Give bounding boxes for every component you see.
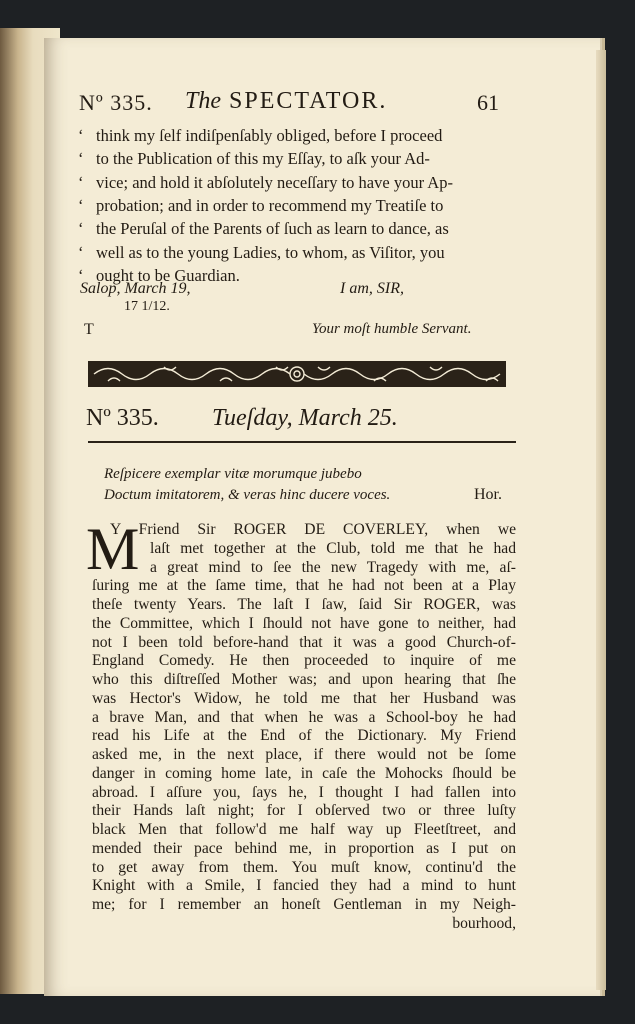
letter-line-text: probation; and in order to recommend my Treatiſe to: [96, 195, 444, 215]
quote-mark: ‘: [78, 195, 84, 215]
body-line: theſe twenty Years. The laſt I ſaw, ſaid Sir ROGER, was: [92, 596, 516, 613]
body-line: who this diſtreſſed Mother was; and upon hearing that ſhe: [92, 671, 516, 688]
header-number: Nº 335.: [79, 90, 153, 115]
ornament-scroll-icon: [88, 361, 506, 387]
page-number: 61: [477, 90, 499, 115]
page-edge: [596, 50, 606, 990]
quote-mark: ‘: [78, 149, 84, 169]
body-line: read his Life at the End of the Dictionary. My Friend: [92, 727, 516, 745]
issue-number: Nº 335.: [86, 405, 159, 431]
body-line: England Comedy. He then proceeded to inquire of me: [92, 652, 516, 670]
body-line: me; for I remember an honeſt Gentleman in my Neigh-: [92, 896, 516, 913]
body-line: danger in coming home late, in caſe the Mohocks ſhould be: [92, 764, 516, 782]
author-initial: T: [84, 321, 94, 338]
letter-line: [78, 217, 449, 240]
body-line: bourhood,: [452, 914, 516, 932]
heading-rule: [88, 441, 516, 443]
printers-ornament: [88, 361, 506, 387]
body-line: a great mind to ſee the new Tragedy with me, aſ-: [150, 558, 516, 576]
letter-line-text: the Peruſal of the Parents of ſuch as learn to dance, as: [96, 219, 449, 239]
body-line: a brave Man, and that when he was a School-boy he had: [92, 708, 516, 726]
body-line: to get away from them. You muſt know, continu'd the: [92, 858, 516, 876]
quote-mark: ‘: [78, 242, 84, 262]
motto-line-2: Doctum imitatorem, & veras hinc ducere voces.: [104, 487, 391, 503]
quote-mark: ‘: [78, 172, 84, 192]
body-line: Knight with a Smile, I fancied they had a mind to hunt: [92, 877, 516, 895]
signoff-place-date: Salop, March 19,: [80, 280, 191, 297]
letter-line-text: vice; and hold it abſolutely neceſſary to have your Ap-: [96, 172, 453, 192]
quote-mark: ‘: [78, 219, 84, 239]
header-title-the: The: [185, 88, 221, 114]
issue-date: Tueſday, March 25.: [212, 405, 398, 431]
body-line: their Hands laſt night; for I obſerved two or three luſty: [92, 802, 516, 820]
body-line: Y Friend Sir ROGER DE COVERLEY, when we: [110, 521, 516, 538]
body-line: mended their pace behind me, in proportion as I put on: [92, 839, 516, 857]
body-line: abroad. I aſſure you, ſays he, I thought I had fallen into: [92, 783, 516, 801]
signoff-closing: I am, SIR,: [340, 280, 404, 297]
letter-line-text: to the Publication of this my Eſſay, to aſk your Ad-: [96, 149, 430, 169]
body-line: the Committee, which I ſhould not have gone to neither, had: [92, 614, 516, 632]
signoff-signature: Your moſt humble Servant.: [312, 321, 472, 337]
body-line: black Men that follow'd me half way up Fleetſtreet, and: [92, 821, 516, 838]
motto-line-1: Reſpicere exemplar vitæ morumque jubebo: [104, 466, 362, 482]
motto-source: Hor.: [474, 486, 502, 503]
body-line: laſt met together at the Club, told me that he had: [150, 539, 516, 557]
letter-line: [78, 241, 445, 264]
body-line: ſuring me at the ſame time, that he had not been at a Play: [92, 577, 516, 595]
header-title: [185, 88, 387, 115]
quote-mark: ‘: [78, 265, 84, 285]
signoff-year: 17 1/12.: [124, 299, 170, 314]
drop-cap: M: [86, 516, 140, 582]
letter-line-text: well as to the young Ladies, to whom, as Viſitor, you: [96, 242, 445, 262]
quote-mark: ‘: [78, 126, 84, 145]
letter-line-text: ought to be Guardian.: [96, 265, 240, 285]
letter-line: [78, 194, 443, 217]
header-title-rest: SPECTATOR.: [229, 88, 388, 114]
body-line: asked me, in the next place, if there would not be ſome: [92, 746, 516, 763]
letter-line: [78, 147, 430, 170]
issue-heading: [86, 405, 398, 432]
body-line: was Hector's Widow, he told me that her Husband was: [92, 689, 516, 707]
letter-line: [78, 171, 453, 194]
letter-line: [78, 124, 442, 147]
letter-line-text: think my ſelf indiſpenſably obliged, before I proceed: [96, 126, 443, 145]
body-line: not I been told before-hand that it was a good Church-of-: [92, 633, 516, 651]
